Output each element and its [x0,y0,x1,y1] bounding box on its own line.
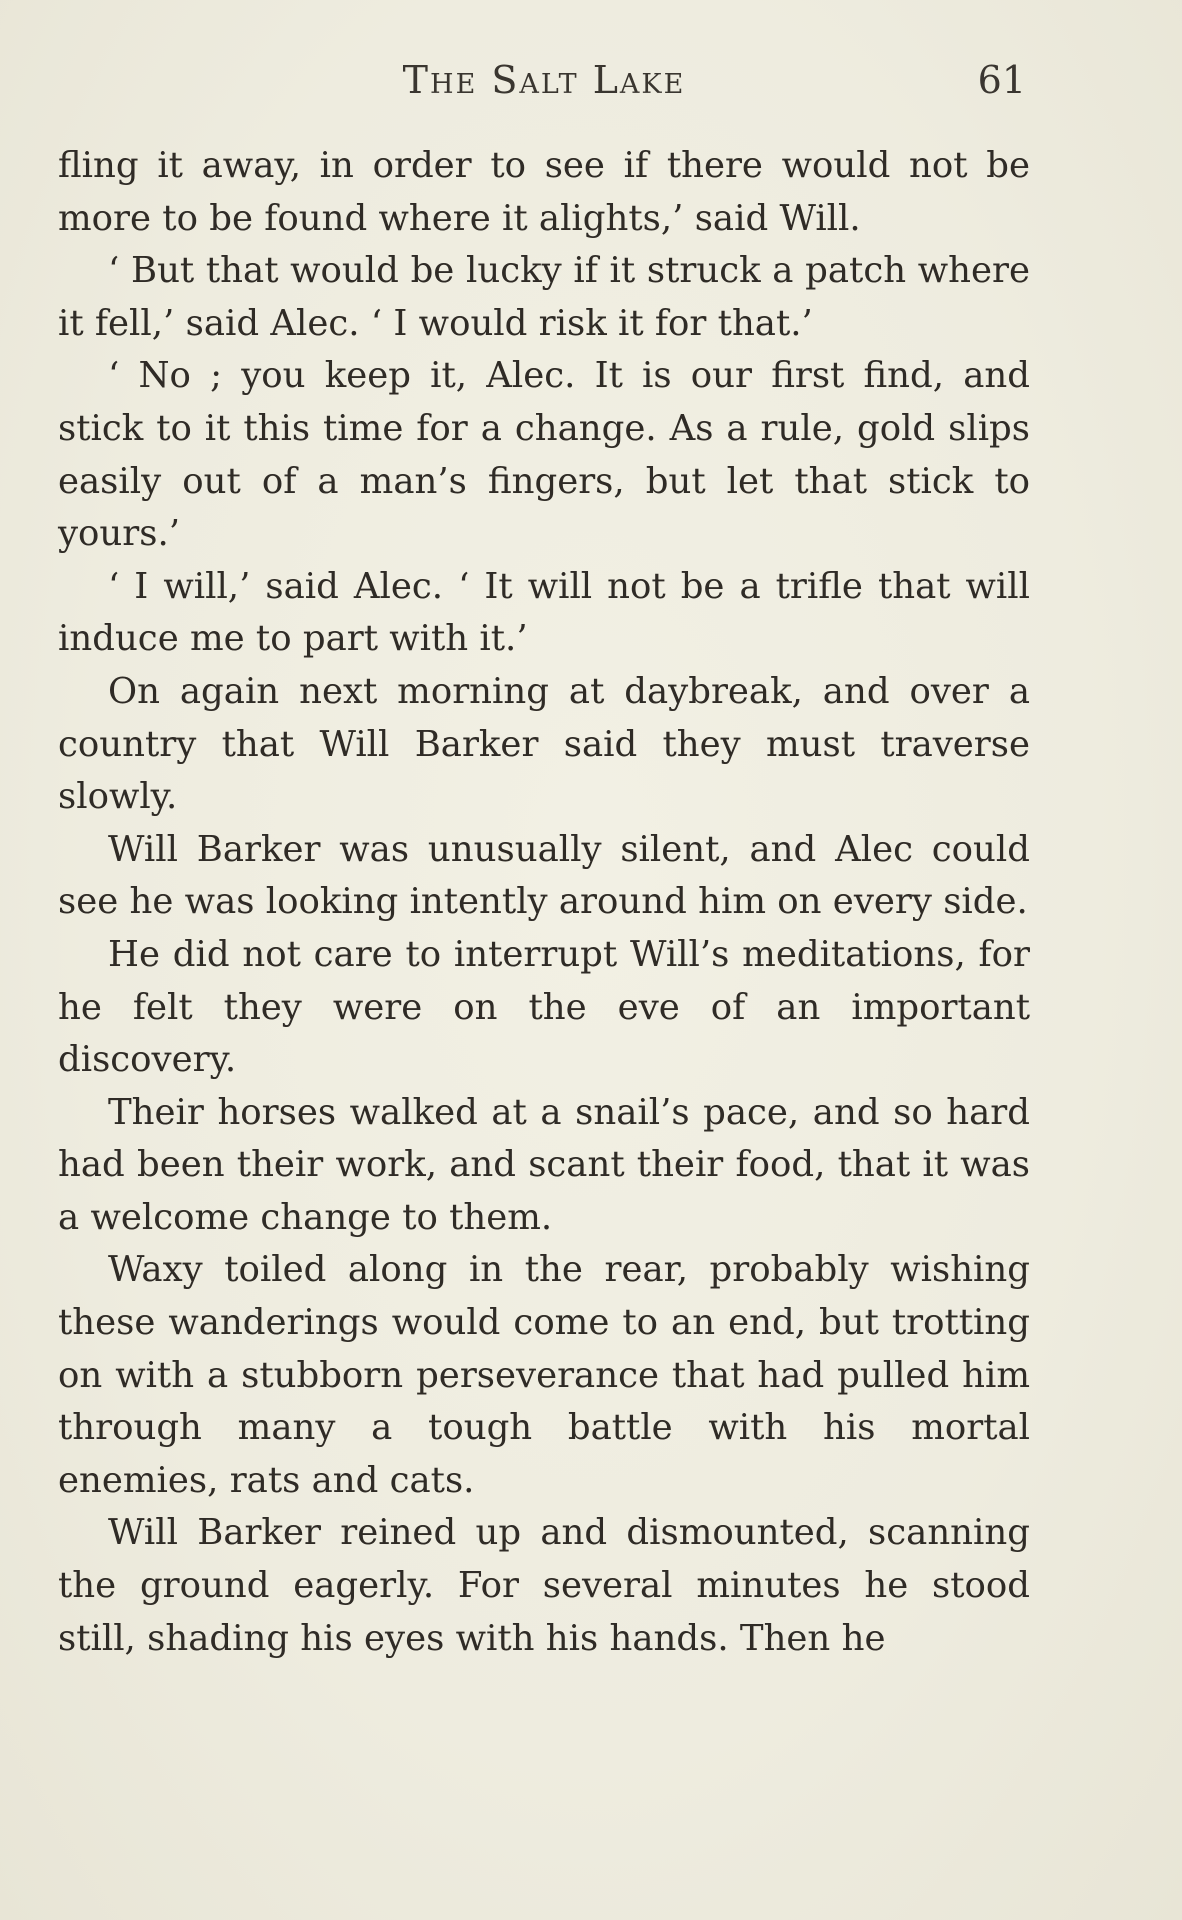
paragraph: He did not care to interrupt Will’s meditations, for he felt they were on the eve of an important discovery. [58,933,1030,1081]
paragraph: Their horses walked at a snail’s pace, and so hard had been their work, and scant their food, that it was a welcome change to them. [58,1091,1030,1238]
paragraph: On again next morning at daybreak, and over a country that Will Barker said they must traverse slowly. [58,670,1030,818]
running-head [58,58,1030,108]
body-text [58,140,1030,1665]
paragraph: Will Barker was unusually silent, and Alec could see he was looking intently around him on every side. [58,828,1030,923]
paragraph: ‘ No ; you keep it, Alec. It is our first find, and stick to it this time for a change. As a rule, gold slips easily out of a man’s fingers, but let that stick to yours.’ [58,355,1030,555]
running-head-title: The Salt Lake [402,58,686,102]
paragraph: fling it away, in order to see if there would not be more to be found where it alights,’ said Will. [58,145,1030,239]
paragraph: ‘ I will,’ said Alec. ‘ It will not be a trifle that will induce me to part with it.’ [58,565,1030,660]
page-number: 61 [977,58,1026,102]
paragraph: ‘ But that would be lucky if it struck a patch where it fell,’ said Alec. ‘ I would risk it for that.’ [58,250,1030,344]
paragraph: Waxy toiled along in the rear, probably wishing these wanderings would come to an end, but trotting on with a stubborn perseverance that had pulled him through many a tough battle with his mortal enemies, rats and cats. [58,1249,1030,1501]
paragraph: Will Barker reined up and dismounted, scanning the ground eagerly. For several minutes he stood still, shading his eyes with his hands. Then he [58,1512,1030,1659]
